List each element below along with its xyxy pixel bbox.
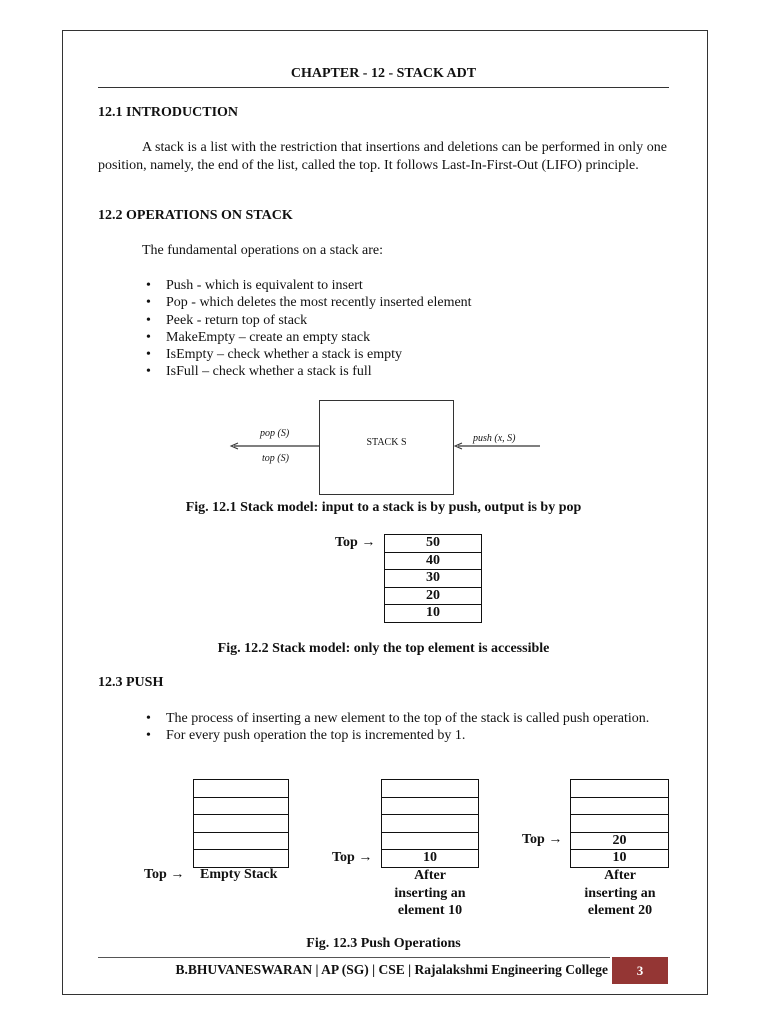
- stack-cell: 50: [384, 534, 482, 553]
- stack-cell: 10: [381, 849, 479, 868]
- stack-cell: [381, 779, 479, 798]
- label-line: element 10: [397, 903, 463, 918]
- stack-cell: [570, 814, 669, 833]
- label-line: After: [414, 868, 446, 883]
- stack-cell: [381, 797, 479, 816]
- stack-cell: [570, 797, 669, 816]
- list-item: • The process of inserting a new element to the top of the stack is called push operation.: [142, 710, 667, 727]
- list-item: • IsEmpty – check whether a stack is empty: [142, 346, 662, 363]
- figure-caption: Fig. 12.3 Push Operations: [306, 936, 461, 951]
- label-line: element 20: [587, 903, 653, 918]
- label-line: inserting an: [394, 885, 466, 901]
- stack-cell: [193, 779, 289, 798]
- heading-push: 12.3 PUSH: [98, 675, 164, 690]
- footer-text: B.BHUVANESWARAN | AP (SG) | CSE | Rajalakshmi Engineering College: [175, 962, 608, 977]
- page-number: 3: [612, 957, 668, 984]
- stack-cell: 30: [384, 569, 482, 588]
- stack-cell: [193, 849, 289, 868]
- top-pointer: Top →: [144, 867, 185, 882]
- stack-cell: [381, 814, 479, 833]
- push-label: push (x, S): [473, 433, 516, 444]
- stack-label: [370, 867, 490, 920]
- label-line: inserting an: [584, 885, 656, 901]
- stack-cell: 10: [570, 849, 669, 868]
- stack-label: [560, 867, 680, 920]
- stack-label: Empty Stack: [200, 867, 278, 882]
- stack-cell: 20: [384, 587, 482, 606]
- top-pointer: Top →: [332, 850, 373, 865]
- operations-list: [142, 277, 662, 381]
- heading-operations: 12.2 OPERATIONS ON STACK: [98, 208, 293, 223]
- stack-cell: [570, 779, 669, 798]
- list-item: • MakeEmpty – create an empty stack: [142, 329, 662, 346]
- heading-introduction: 12.1 INTRODUCTION: [98, 105, 239, 120]
- operations-intro: The fundamental operations on a stack are:: [142, 243, 384, 258]
- header-rule: [98, 87, 669, 88]
- list-item: • IsFull – check whether a stack is full: [142, 363, 662, 380]
- push-list: [142, 710, 667, 745]
- figure-caption: Fig. 12.1 Stack model: input to a stack is by push, output is by pop: [185, 500, 582, 515]
- stack-box-label: STACK S: [366, 437, 407, 448]
- stack-cell: 10: [384, 604, 482, 623]
- top-label: top (S): [262, 453, 289, 464]
- top-pointer: Top →: [335, 535, 376, 550]
- stack-cell: [193, 832, 289, 851]
- stack-cell: 20: [570, 832, 669, 851]
- pop-label: pop (S): [260, 428, 290, 439]
- list-item: • Push - which is equivalent to insert: [142, 277, 662, 294]
- stack-cell: [193, 814, 289, 833]
- stack-cell: [193, 797, 289, 816]
- list-item: • Pop - which deletes the most recently inserted element: [142, 294, 662, 311]
- stack-cell: [381, 832, 479, 851]
- stack-cell: 40: [384, 552, 482, 571]
- label-line: After: [604, 868, 636, 883]
- list-item: • For every push operation the top is incremented by 1.: [142, 727, 667, 744]
- list-item: • Peek - return top of stack: [142, 312, 662, 329]
- figure-caption: Fig. 12.2 Stack model: only the top element is accessible: [217, 641, 550, 656]
- chapter-title: CHAPTER - 12 - STACK ADT: [290, 66, 477, 81]
- top-pointer: Top →: [522, 832, 563, 847]
- footer-rule: [98, 957, 610, 958]
- intro-paragraph: A stack is a list with the restriction that insertions and deletions can be performed in only one position, namely, the end of the list, called the top. It follows Last-In-First-Out (LIFO) principle.: [98, 140, 667, 173]
